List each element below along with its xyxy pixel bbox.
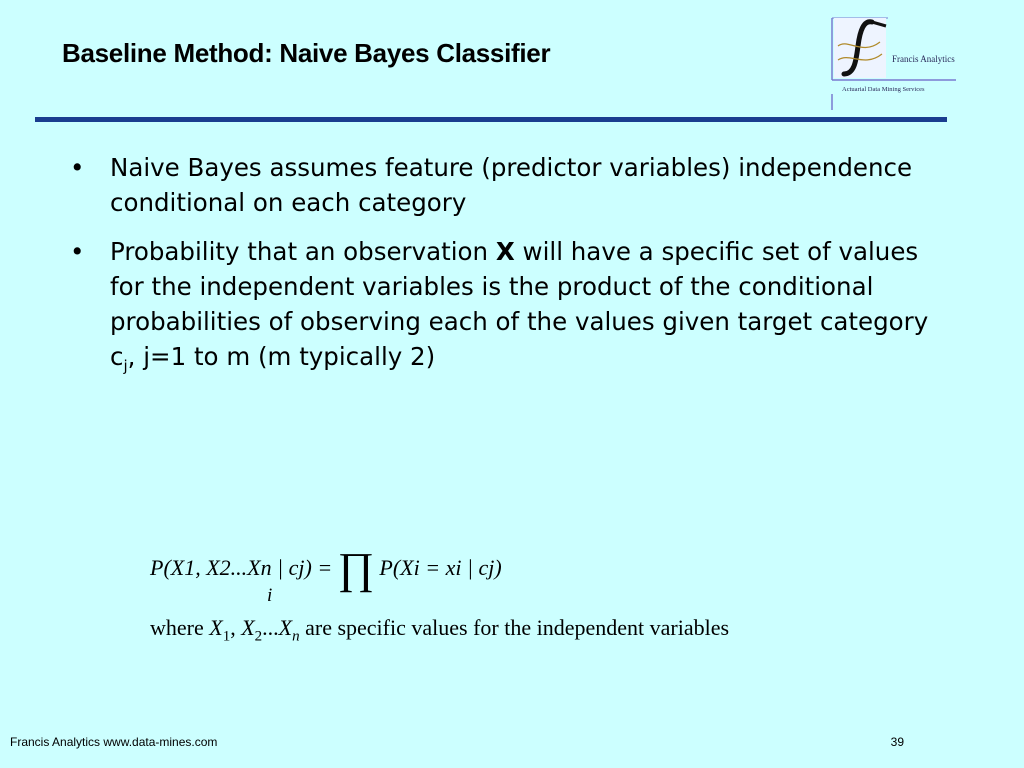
product-symbol: ∏ [337,544,374,593]
bullet-text-pre: Probability that an observation [110,237,496,266]
bullet-dot-icon: • [70,237,85,266]
naive-bayes-formula [150,535,502,593]
where-prefix: where [150,615,204,640]
integral-logo-icon [828,16,958,112]
bullet-list [70,150,940,398]
where-suffix: are specific values for the independent variables [305,615,730,640]
bullet-item [70,150,940,220]
bullet-bold-x: X [495,237,515,266]
logo-company-name: Francis Analytics [892,54,955,64]
formula-lhs: P(X1, X2...Xn | cj) = [150,555,333,580]
footer-source: Francis Analytics www.data-mines.com [10,735,218,749]
bullet-item [70,234,940,384]
page-number: 39 [890,735,904,749]
francis-analytics-logo [828,16,958,112]
bullet-text: Naive Bayes assumes feature (predictor variables) independence conditional on each category [110,153,913,217]
bullet-text-mid: will have a specific set of values for the independent variables is the product of the conditional probabilities of observing each of the values given target category c [110,237,929,371]
title-divider [35,117,947,122]
bullet-text-post: , j=1 to m (m typically 2) [127,342,436,371]
slide-title: Baseline Method: Naive Bayes Classifier [62,38,551,68]
formula-rhs: P(Xi = xi | cj) [379,555,502,580]
logo-tagline: Actuarial Data Mining Services [842,86,925,93]
bullet-dot-icon: • [70,153,85,182]
formula-explanation: where $X_1$, $X_2...X_n$ are specific values for the independent variables [150,615,730,645]
bullet-subscript: j [123,356,128,375]
product-index: i [267,585,273,606]
